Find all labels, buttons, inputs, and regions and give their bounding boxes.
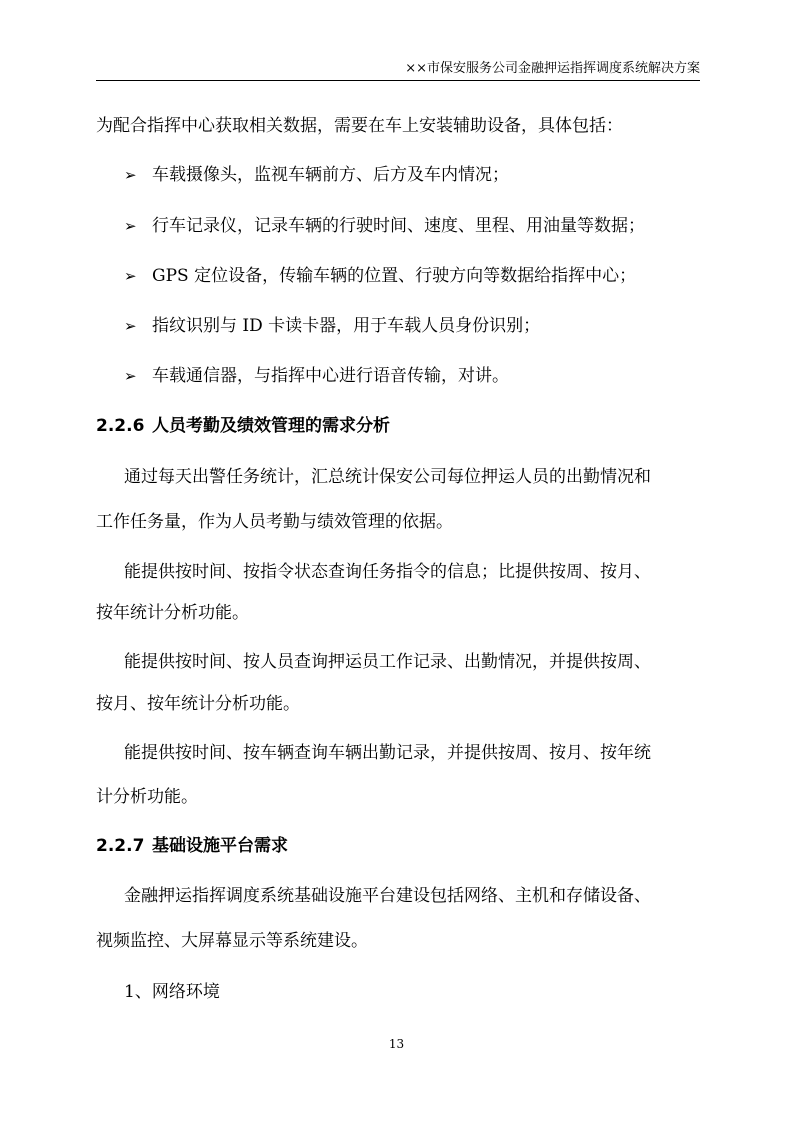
section-title: 人员考勤及绩效管理的需求分析	[152, 416, 390, 436]
bullet-arrow-icon: ➢	[124, 166, 137, 184]
section-number: 2.2.6	[96, 416, 145, 436]
section-number: 2.2.7	[96, 836, 145, 856]
bullet-text: GPS 定位设备，传输车辆的位置、行驶方向等数据给指挥中心；	[152, 266, 637, 286]
bullet-item	[124, 364, 704, 388]
bullet-item	[124, 163, 704, 187]
paragraph-line: 计分析功能。	[96, 787, 198, 807]
bullet-arrow-icon: ➢	[124, 317, 137, 335]
section-heading-2-2-7	[96, 834, 700, 858]
section-title: 基础设施平台需求	[152, 836, 288, 856]
bullet-item	[124, 264, 704, 288]
paragraph-line: 按月、按年统计分析功能。	[96, 694, 300, 714]
paragraph-line: 能提供按时间、按指令状态查询任务指令的信息；比提供按周、按月、	[124, 562, 651, 582]
list-item-network: 1、网络环境	[124, 982, 220, 1002]
bullet-text: 车载通信器，与指挥中心进行语音传输，对讲。	[152, 366, 509, 386]
paragraph-line: 能提供按时间、按人员查询押运员工作记录、出勤情况，并提供按周、	[124, 652, 651, 672]
section-heading-2-2-6	[96, 414, 700, 438]
paragraph-line: 按年统计分析功能。	[96, 603, 249, 623]
running-header: ××市保安服务公司金融押运指挥调度系统解决方案	[405, 61, 700, 76]
bullet-item	[124, 214, 704, 238]
bullet-text: 车载摄像头，监视车辆前方、后方及车内情况；	[152, 165, 509, 185]
paragraph-line: 通过每天出警任务统计，汇总统计保安公司每位押运人员的出勤情况和	[124, 467, 651, 487]
bullet-text: 指纹识别与 ID 卡读卡器，用于车载人员身份识别；	[152, 316, 541, 336]
bullet-arrow-icon: ➢	[124, 267, 137, 285]
bullet-text: 行车记录仪，记录车辆的行驶时间、速度、里程、用油量等数据；	[152, 216, 645, 236]
intro-paragraph: 为配合指挥中心获取相关数据，需要在车上安装辅助设备，具体包括：	[96, 116, 623, 136]
paragraph-line: 金融押运指挥调度系统基础设施平台建设包括网络、主机和存储设备、	[124, 886, 651, 906]
paragraph-line: 工作任务量，作为人员考勤与绩效管理的依据。	[96, 512, 453, 532]
bullet-arrow-icon: ➢	[124, 367, 137, 385]
bullet-arrow-icon: ➢	[124, 217, 137, 235]
paragraph-line: 能提供按时间、按车辆查询车辆出勤记录，并提供按周、按月、按年统	[124, 743, 651, 763]
header-rule	[96, 80, 700, 81]
bullet-item	[124, 314, 704, 338]
paragraph-line: 视频监控、大屏幕显示等系统建设。	[96, 931, 368, 951]
page-number: 13	[388, 1037, 405, 1051]
